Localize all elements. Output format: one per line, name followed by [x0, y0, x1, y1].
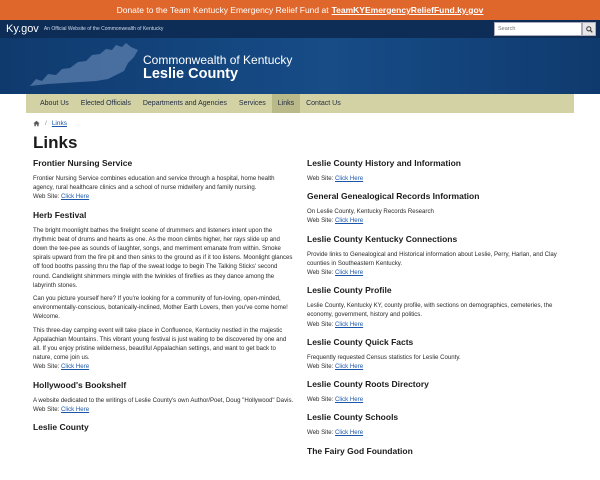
link-entry-the-fairy-god-foundation — [307, 446, 569, 456]
website-label: Web Site: — [307, 363, 334, 371]
website-label: Web Site: — [307, 429, 334, 437]
donate-banner — [0, 0, 600, 20]
click-here-link[interactable]: Click Here — [335, 217, 364, 225]
kygov-logo[interactable]: Ky.gov — [6, 23, 39, 35]
main-nav — [26, 94, 574, 113]
website-line — [307, 320, 569, 329]
website-line — [307, 362, 569, 371]
link-entry-title: Leslie County History and Information — [307, 158, 461, 168]
click-here-link[interactable]: Click Here — [61, 405, 90, 413]
nav-elected-officials[interactable]: Elected Officials — [80, 100, 131, 107]
website-label: Web Site: — [33, 193, 60, 201]
kentucky-state-icon — [28, 41, 140, 89]
link-entry-leslie-county-profile — [307, 285, 569, 329]
kygov-tagline: An Official Website of the Commonwealth of Kentucky — [43, 26, 164, 32]
links-left-column — [33, 158, 295, 440]
link-entry-leslie-county — [33, 422, 295, 432]
click-here-link[interactable]: Click Here — [335, 320, 364, 328]
website-line — [307, 395, 569, 404]
search-input[interactable] — [494, 22, 582, 36]
click-here-link[interactable]: Click Here — [335, 396, 364, 404]
commonwealth-title: Commonwealth of Kentucky — [143, 53, 293, 67]
website-line — [307, 428, 569, 437]
link-entry-leslie-county-roots-directory — [307, 379, 569, 404]
link-entry-leslie-county-history-and-information — [307, 158, 569, 183]
link-entry-description: The bright moonlight bathes the firelight scene of drummers and listeners intent upon the rhythmic beat of drums and hearts as one. As the moon climbs higher, her rays slide up and down the tee-pee as sounds of laughter, songs, and merriment emanate from within. Smoke spirals upward from the fire pit and then sinks to the ground as if it too listens. Moonlight glances off food booths passing thru the flap of the sweat lodge to begin The Talking Sticks' second round. Candlelight shimmers mingle with the twinkles of fireflies as they dance among the labyrinth stones. — [33, 226, 293, 289]
search-button[interactable] — [582, 22, 596, 36]
link-entry-frontier-nursing-service — [33, 158, 295, 202]
link-entry-title: Leslie County Schools — [307, 412, 399, 423]
county-title[interactable]: Leslie County — [143, 66, 239, 82]
website-line — [307, 216, 569, 225]
link-entry-title: Leslie County Roots Directory — [307, 379, 429, 390]
website-label: Web Site: — [307, 175, 334, 182]
link-entry-title: Hollywood's Bookshelf — [33, 379, 127, 390]
nav-about-us[interactable]: About Us — [40, 100, 69, 107]
click-here-link[interactable]: Click Here — [335, 175, 364, 182]
link-entry-description: Frequently requested Census statistics for Leslie County. — [307, 353, 461, 361]
donate-text: Donate to the Team Kentucky Emergency Relief Fund at — [116, 5, 329, 15]
link-entry-general-genealogical-records-information — [307, 191, 569, 225]
website-line — [33, 362, 295, 371]
link-entry-title: General Genealogical Records Information — [307, 191, 480, 202]
website-label: Web Site: — [33, 405, 60, 413]
website-label: Web Site: — [307, 269, 334, 277]
search-form — [494, 22, 596, 36]
link-entry-description: Frontier Nursing Service combines education and service through a hospital, home health agency, rural healthcare clinics and a school of nurse midwifery and family nursing. — [33, 175, 275, 192]
page-title: Links — [33, 133, 78, 152]
click-here-link[interactable]: Click Here — [335, 269, 364, 277]
nav-departments[interactable]: Departments and Agencies — [142, 100, 227, 107]
link-entry-description: On Leslie County, Kentucky Records Research — [307, 208, 434, 216]
nav-contact-us[interactable]: Contact Us — [306, 100, 341, 107]
link-entry-title: Leslie County Profile — [307, 285, 392, 296]
link-entry-leslie-county-kentucky-connections — [307, 234, 569, 278]
county-banner — [0, 38, 600, 94]
link-entry-title: Herb Festival — [33, 209, 87, 220]
home-icon[interactable] — [33, 120, 40, 127]
main-nav-wrapper — [0, 94, 600, 113]
click-here-link[interactable]: Click Here — [61, 193, 90, 201]
website-label: Web Site: — [33, 363, 60, 371]
link-entry-herb-festival — [33, 210, 295, 372]
nav-services[interactable]: Services — [238, 100, 266, 107]
website-label: Web Site: — [307, 320, 334, 328]
link-entry-description: A website dedicated to the writings of Leslie County's own Author/Poet, Doug "Hollywood" Davis. — [33, 396, 294, 404]
nav-links[interactable]: Links — [272, 94, 300, 113]
link-entry-leslie-county-schools — [307, 412, 569, 437]
click-here-link[interactable]: Click Here — [335, 429, 364, 437]
link-entry-title: Leslie County Quick Facts — [307, 336, 414, 347]
link-entry-title: Leslie County Kentucky Connections — [307, 233, 458, 244]
breadcrumb-separator: / — [45, 120, 47, 127]
website-line — [33, 405, 295, 414]
kygov-header — [0, 20, 600, 38]
link-entry-description: Leslie County, Kentucky KY, county profile, with sections on demographics, cemeteries, the economy, government, history and politics. — [307, 302, 553, 319]
search-icon — [586, 26, 593, 33]
donate-link[interactable]: TeamKYEmergencyReliefFund.ky.gov — [331, 5, 484, 15]
link-entry-description: This three-day camping event will take place in Confluence, Kentucky nestled in the majestic Appalachian Mountains. This vibrant young festival is just waiting to be discovered by one and all. If you enjoy pristine wilderness, beautiful Appalachian settings, and want to get back to nature, come join us. — [33, 326, 287, 362]
breadcrumb — [0, 113, 600, 127]
website-line — [307, 268, 569, 277]
link-entry-description: Can you picture yourself here? If you're looking for a community of fun-loving, open-minded, environmentally-conscious, botanically-inclined, Mother Earth Lovers, then you've come home! Welcome. — [33, 295, 288, 321]
link-entry-title: Leslie County — [33, 422, 89, 433]
click-here-link[interactable]: Click Here — [61, 363, 90, 371]
link-entry-description: Provide links to Genealogical and Historical information about Leslie, Perry, Harlan, and Clay counties in Southeastern Kentucky. — [307, 250, 557, 267]
website-line — [33, 192, 295, 201]
breadcrumb-current[interactable]: Links — [51, 120, 67, 127]
website-line — [307, 174, 569, 183]
link-entry-title: Frontier Nursing Service — [33, 158, 133, 168]
website-label: Web Site: — [307, 396, 334, 404]
website-label: Web Site: — [307, 217, 334, 225]
link-entry-hollywood-s-bookshelf — [33, 380, 295, 414]
link-entry-leslie-county-quick-facts — [307, 337, 569, 371]
click-here-link[interactable]: Click Here — [335, 363, 364, 371]
links-right-column — [307, 158, 569, 464]
link-entry-title: The Fairy God Foundation — [307, 445, 413, 456]
